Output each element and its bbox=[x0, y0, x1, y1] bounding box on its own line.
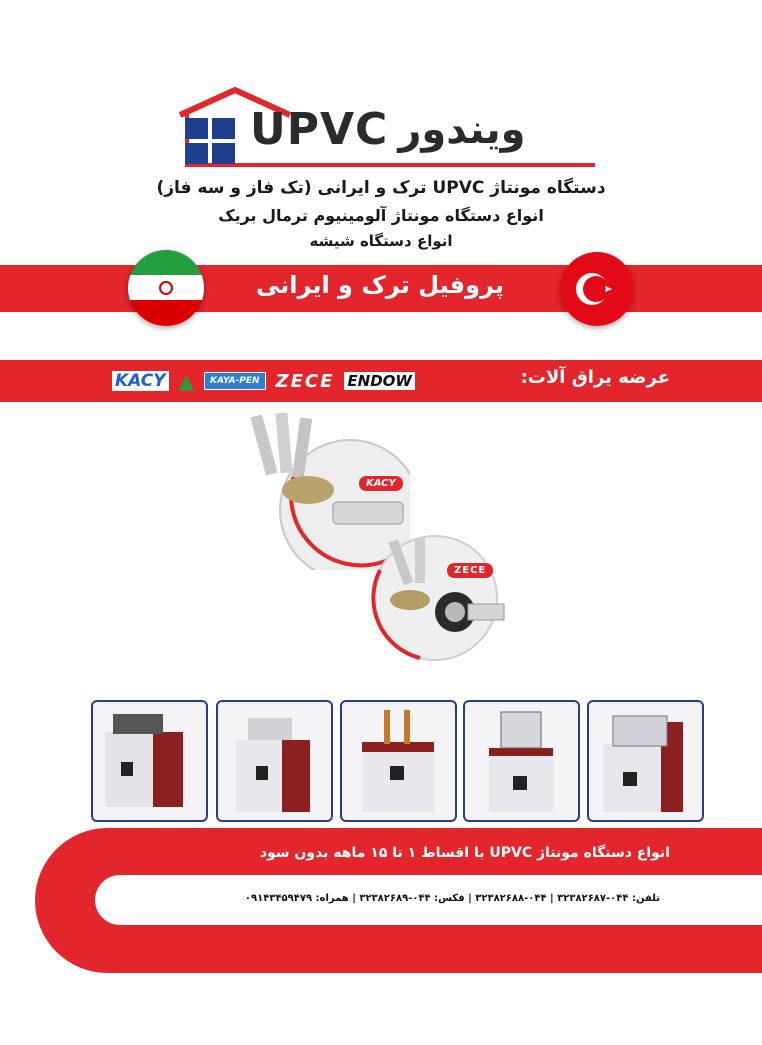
iran-flag-icon bbox=[128, 250, 204, 326]
logo-brand-persian: ویندور bbox=[398, 106, 526, 153]
installments-text: انواع دستگاه مونتاژ UPVC با اقساط ۱ تا ۱۵ ماهه بدون سود bbox=[259, 845, 670, 861]
machine-card-3 bbox=[340, 700, 457, 822]
turkey-flag-icon bbox=[560, 252, 634, 326]
machine-card-1 bbox=[91, 700, 208, 822]
kacy-badge: KACY bbox=[358, 475, 404, 492]
brand-logos bbox=[112, 367, 415, 395]
zece-badge: ZECE bbox=[446, 562, 494, 579]
machine-card-2 bbox=[216, 700, 333, 822]
hardware-band-label: عرضه یراق آلات: bbox=[520, 367, 670, 388]
brand-kacy: KACY bbox=[112, 371, 169, 391]
profile-band-label: پروفیل ترک و ایرانی bbox=[256, 271, 504, 299]
zece-product-image bbox=[360, 530, 510, 662]
brand-zece: ZECE bbox=[275, 370, 335, 392]
machine-card-5 bbox=[587, 700, 704, 822]
headline-1: دستگاه مونتاژ UPVC ترک و ایرانی (تک فاز و سه فاز) bbox=[156, 178, 606, 198]
headline-3: انواع دستگاه شیشه bbox=[309, 232, 453, 250]
logo-brand-latin: UPVC bbox=[250, 104, 389, 155]
brand-endow: ENDOW bbox=[344, 372, 415, 390]
brand-kayapen: KAYA-PEN bbox=[204, 372, 266, 390]
machine-card-4 bbox=[463, 700, 580, 822]
brand-tree-icon: ▲ bbox=[178, 369, 194, 393]
headline-2: انواع دستگاه مونتاژ آلومینیوم ترمال بریک bbox=[218, 206, 544, 225]
contact-numbers: تلفن: ۰۴۴-۳۲۳۸۲۶۸۷ | ۰۴۴-۳۲۳۸۲۶۸۸ | فکس: ۰۴۴-۳۲۳۸۲۶۸۹ | همراه: ۰۹۱۴۳۴۵۹۴۷۹ bbox=[244, 893, 660, 904]
logo-window-icon bbox=[185, 118, 235, 164]
logo-brand bbox=[250, 104, 526, 155]
